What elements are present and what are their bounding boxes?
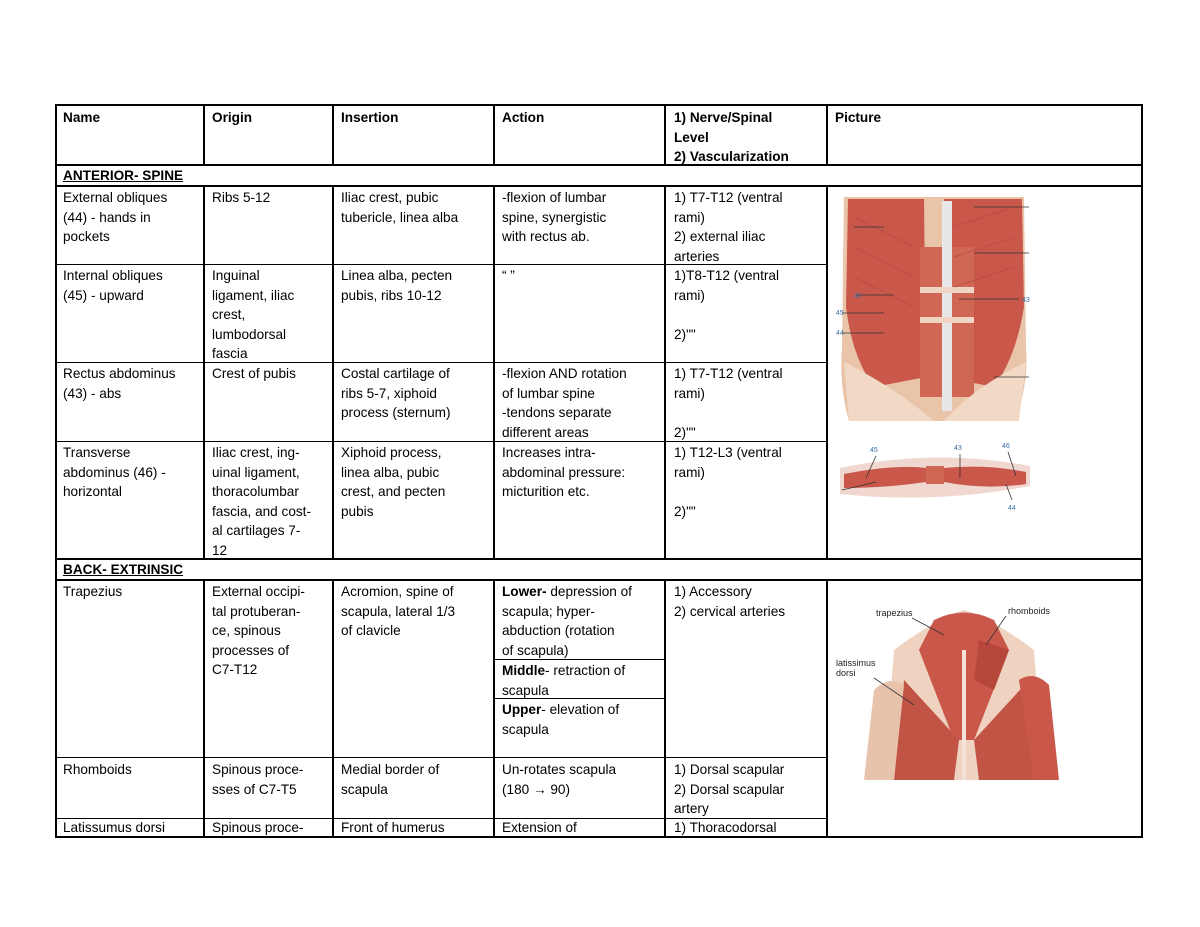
fig3-label-rhomboids: rhomboids	[1008, 606, 1051, 616]
column-border	[55, 104, 57, 838]
cross-section-rectus	[926, 466, 944, 484]
section-bottom-border	[55, 579, 1143, 581]
rhomboids-origin: Spinous proce- sses of C7-T5	[212, 762, 304, 797]
table-top-border	[55, 104, 1143, 106]
row-3-insertion: Costal cartilage of ribs 5-7, xiphoid process (sternum)	[341, 366, 451, 421]
trapezius-action-upper	[502, 700, 619, 739]
column-border	[203, 104, 205, 165]
column-border	[664, 185, 666, 560]
column-border	[493, 579, 495, 838]
row-3-name: Rectus abdominus (43) - abs	[63, 366, 176, 401]
fig2-label-46: 46	[1002, 443, 1010, 450]
row-4-name: Transverse abdominus (46) - horizontal	[63, 445, 166, 500]
column-border	[1141, 104, 1143, 838]
row-3-nerve: 1) T7-T12 (ventral rami) 2)""	[674, 366, 783, 440]
linea-alba	[942, 201, 952, 411]
abdominal-cross-section-figure	[836, 438, 1034, 518]
spine	[962, 650, 966, 780]
row-2-nerve: 1)T8-T12 (ventral rami) 2)""	[674, 268, 780, 342]
trapezius-action-lower	[502, 582, 632, 660]
row-2-insertion: Linea alba, pecten pubis, ribs 10-12	[341, 268, 453, 303]
rhomboids-action: Un-rotates scapula (180 → 90)	[502, 762, 617, 797]
row-4-origin: Iliac crest, ing- uinal ligament, thoracolumbar fascia, and cost- al cartilages 7- 12	[212, 445, 311, 558]
rhomboids-nerve: 1) Dorsal scapular 2) Dorsal scapular artery	[674, 762, 785, 817]
row-border	[55, 362, 827, 363]
latissimus-action: Extension of	[502, 820, 577, 835]
middle-label: Middle	[502, 663, 546, 678]
latissimus-insertion: Front of humerus	[341, 820, 445, 835]
fig3-label-trapezius: trapezius	[876, 608, 913, 618]
latissimus-origin: Spinous proce-	[212, 820, 304, 835]
trapezius-nerve: 1) Accessory 2) cervical arteries	[674, 584, 786, 619]
tendinous-band	[920, 287, 974, 293]
column-border	[332, 104, 334, 165]
column-border	[826, 185, 828, 560]
row-2-action: “ ”	[502, 268, 515, 283]
section-heading-anterior: ANTERIOR- SPINE	[63, 168, 184, 183]
rhomboids-name: Rhomboids	[63, 762, 132, 777]
trapezius-origin: External occipi- tal protuberan- ce, spinous processes of C7-T12	[212, 584, 305, 678]
tendinous-band	[920, 317, 974, 323]
header-bottom-border	[55, 164, 1143, 166]
latissimus-nerve: 1) Thoracodorsal	[674, 820, 777, 835]
header-name: Name	[63, 110, 101, 125]
row-2-origin: Inguinal ligament, iliac crest, lumbodorsal fascia	[212, 268, 295, 362]
column-border	[493, 185, 495, 560]
trapezius-action-middle	[502, 661, 625, 700]
header-origin: Origin	[212, 110, 253, 125]
row-1-action: -flexion of lumbar spine, synergistic with rectus ab.	[502, 190, 607, 245]
back-muscles-figure	[834, 590, 1094, 782]
column-border	[203, 579, 205, 838]
header-picture: Picture	[835, 110, 882, 125]
header-insertion: Insertion	[341, 110, 399, 125]
column-border	[664, 579, 666, 838]
row-4-action: Increases intra- abdominal pressure: micturition etc.	[502, 445, 626, 500]
fig2-label-43: 43	[954, 445, 962, 452]
fig1-label-43: 43	[1022, 297, 1030, 304]
row-4-nerve: 1) T12-L3 (ventral rami) 2)""	[674, 445, 782, 519]
column-border	[664, 104, 666, 165]
fig2-label-45: 45	[870, 447, 878, 454]
column-border	[826, 104, 828, 165]
row-1-insertion: Iliac crest, pubic tubericle, linea alba	[341, 190, 459, 225]
row-1-name: External obliques (44) - hands in pockets	[63, 190, 168, 245]
upper-label: Upper	[502, 702, 542, 717]
fig1-label-45: 45	[836, 310, 844, 317]
row-4-insertion: Xiphoid process, linea alba, pubic crest, and pecten pubis	[341, 445, 446, 519]
latissimus-line-2: dorsi	[836, 668, 856, 678]
abdominal-muscles-figure	[834, 187, 1034, 421]
column-border	[332, 185, 334, 560]
row-1-origin: Ribs 5-12	[212, 190, 271, 205]
trapezius-insertion: Acromion, spine of scapula, lateral 1/3 of clavicle	[341, 584, 456, 639]
fig1-label-46: 46	[854, 293, 862, 300]
column-border	[826, 579, 828, 838]
middle-text: - retraction of scapula	[502, 663, 626, 698]
row-3-origin: Crest of pubis	[212, 366, 296, 381]
row-border	[55, 757, 827, 758]
row-2-name: Internal obliques (45) - upward	[63, 268, 163, 303]
trapezius-name: Trapezius	[63, 584, 123, 599]
section-heading-back: BACK- EXTRINSIC	[63, 562, 184, 577]
row-1-nerve: 1) T7-T12 (ventral rami) 2) external iliac arteries	[674, 190, 783, 264]
latissimus-name: Latissumus dorsi	[63, 820, 165, 835]
column-border	[203, 185, 205, 560]
fig2-label-44: 44	[1008, 505, 1016, 512]
header-nerve: 1) Nerve/Spinal Level 2) Vascularization	[674, 110, 789, 165]
row-3-action: -flexion AND rotation of lumbar spine -tendons separate different areas	[502, 366, 627, 440]
header-action: Action	[502, 110, 545, 125]
rhomboids-insertion: Medial border of scapula	[341, 762, 440, 797]
lower-label: Lower-	[502, 584, 547, 599]
upper-text: - elevation of scapula	[502, 702, 620, 737]
latissimus-line-1: latissimus	[836, 658, 876, 668]
column-border	[493, 104, 495, 165]
fig1-label-44: 44	[836, 330, 844, 337]
lower-text: depression of scapula; hyper- abduction (rotation of scapula)	[502, 584, 632, 658]
column-border	[332, 579, 334, 838]
